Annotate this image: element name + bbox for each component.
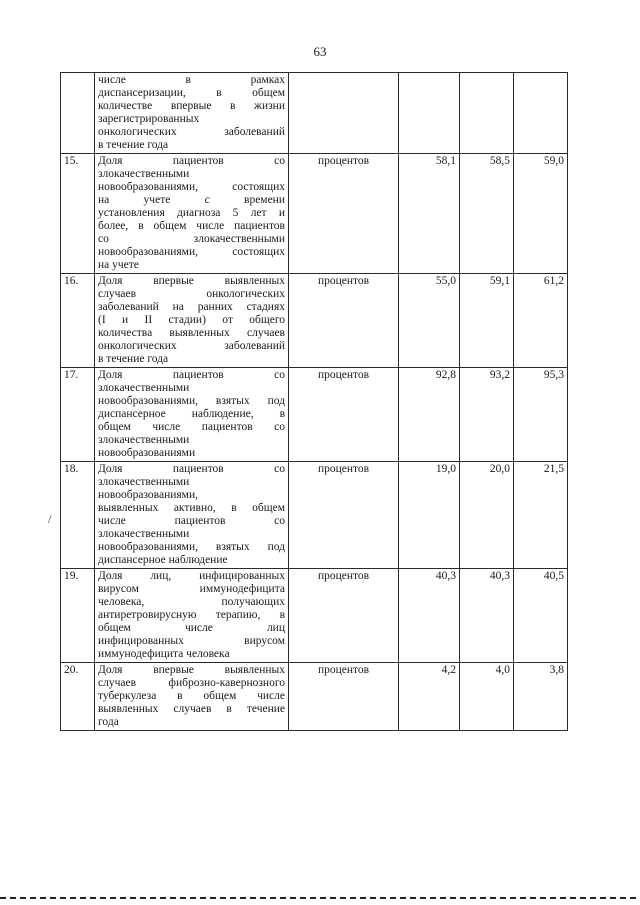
description-line: диспансерное наблюдение xyxy=(98,554,228,566)
row-number: 15. xyxy=(61,154,95,274)
description-line: выявленных случаев в течение xyxy=(98,703,285,715)
indicator-description xyxy=(95,73,289,154)
description-line: новообразованиями, взятых под xyxy=(98,541,285,553)
value-year-2: 58,5 xyxy=(460,154,514,274)
value-year-1: 40,3 xyxy=(399,569,460,663)
margin-mark: / xyxy=(48,512,52,526)
description-line: (I и II стадии) от общего xyxy=(98,314,285,326)
description-line: вирусом иммунодефицита xyxy=(98,583,285,595)
value-year-1: 55,0 xyxy=(399,274,460,368)
value-year-3: 95,3 xyxy=(514,368,568,462)
value-year-3: 61,2 xyxy=(514,274,568,368)
description-line: общем числе пациентов со xyxy=(98,421,285,433)
table-row xyxy=(61,569,568,663)
value-year-3: 40,5 xyxy=(514,569,568,663)
table-row xyxy=(61,368,568,462)
description-line: Доля пациентов со xyxy=(98,155,285,167)
description-line: новообразованиями, xyxy=(98,489,198,501)
description-line: установления диагноза 5 лет и xyxy=(98,207,285,219)
description-line: числе пациентов со xyxy=(98,515,285,527)
value-year-1 xyxy=(399,73,460,154)
description-line: года xyxy=(98,716,119,728)
description-line: злокачественными xyxy=(98,382,190,394)
description-line: более, в общем числе пациентов xyxy=(98,220,285,232)
value-year-3: 3,8 xyxy=(514,663,568,731)
description-line: Доля пациентов со xyxy=(98,369,285,381)
unit-of-measure: процентов xyxy=(289,663,399,731)
unit-of-measure: процентов xyxy=(289,368,399,462)
table-row xyxy=(61,274,568,368)
indicator-description xyxy=(95,368,289,462)
description-line: выявленных активно, в общем xyxy=(98,502,285,514)
unit-of-measure: процентов xyxy=(289,154,399,274)
value-year-1: 4,2 xyxy=(399,663,460,731)
table-row xyxy=(61,73,568,154)
indicator-description xyxy=(95,663,289,731)
value-year-2: 40,3 xyxy=(460,569,514,663)
description-line: диспансеризации, в общем xyxy=(98,87,285,99)
description-line: злокачественными xyxy=(98,434,190,446)
description-line: туберкулеза в общем числе xyxy=(98,690,285,702)
unit-of-measure xyxy=(289,73,399,154)
description-line: на учете xyxy=(98,259,139,271)
description-line: новообразованиями xyxy=(98,447,196,459)
description-line: случаев онкологических xyxy=(98,288,285,300)
description-line: человека, получающих xyxy=(98,596,285,608)
indicator-description xyxy=(95,274,289,368)
value-year-1: 58,1 xyxy=(399,154,460,274)
description-line: новообразованиями, состоящих xyxy=(98,181,285,193)
description-line: инфицированных вирусом xyxy=(98,635,285,647)
indicators-table xyxy=(60,72,568,731)
description-line: заболеваний на ранних стадиях xyxy=(98,301,285,313)
description-line: со злокачественными xyxy=(98,233,285,245)
value-year-1: 19,0 xyxy=(399,462,460,569)
description-line: количества выявленных случаев xyxy=(98,327,285,339)
row-number: 16. xyxy=(61,274,95,368)
description-line: диспансерное наблюдение, в xyxy=(98,408,285,420)
description-line: антиретровирусную терапию, в xyxy=(98,609,285,621)
description-line: числе в рамках xyxy=(98,74,285,86)
description-line: Доля впервые выявленных xyxy=(98,275,285,287)
description-line: в течение года xyxy=(98,139,169,151)
value-year-2: 20,0 xyxy=(460,462,514,569)
table-row xyxy=(61,663,568,731)
description-line: количестве впервые в жизни xyxy=(98,100,285,112)
value-year-2: 93,2 xyxy=(460,368,514,462)
description-line: Доля пациентов со xyxy=(98,463,285,475)
value-year-2: 4,0 xyxy=(460,663,514,731)
description-line: Доля впервые выявленных xyxy=(98,664,285,676)
description-line: злокачественными xyxy=(98,476,190,488)
row-number: 20. xyxy=(61,663,95,731)
page-bottom-border xyxy=(0,897,640,899)
description-line: новообразованиями, взятых под xyxy=(98,395,285,407)
value-year-3: 21,5 xyxy=(514,462,568,569)
description-line: на учете с времени xyxy=(98,194,285,206)
indicator-description xyxy=(95,569,289,663)
description-line: злокачественными xyxy=(98,528,190,540)
value-year-3 xyxy=(514,73,568,154)
value-year-2 xyxy=(460,73,514,154)
unit-of-measure: процентов xyxy=(289,274,399,368)
unit-of-measure: процентов xyxy=(289,569,399,663)
indicator-description xyxy=(95,154,289,274)
row-number: 18. xyxy=(61,462,95,569)
description-line: онкологических заболеваний xyxy=(98,340,285,352)
description-line: онкологических заболеваний xyxy=(98,126,285,138)
description-line: случаев фиброзно-кавернозного xyxy=(98,677,285,689)
value-year-1: 92,8 xyxy=(399,368,460,462)
table-row xyxy=(61,462,568,569)
row-number xyxy=(61,73,95,154)
description-line: зарегистрированных xyxy=(98,113,200,125)
description-line: новообразованиями, состоящих xyxy=(98,246,285,258)
row-number: 19. xyxy=(61,569,95,663)
page-number: 63 xyxy=(313,44,327,59)
table-row xyxy=(61,154,568,274)
description-line: в течение года xyxy=(98,353,169,365)
unit-of-measure: процентов xyxy=(289,462,399,569)
value-year-3: 59,0 xyxy=(514,154,568,274)
description-line: общем числе лиц xyxy=(98,622,285,634)
value-year-2: 59,1 xyxy=(460,274,514,368)
row-number: 17. xyxy=(61,368,95,462)
indicator-description xyxy=(95,462,289,569)
description-line: иммунодефицита человека xyxy=(98,648,230,660)
description-line: Доля лиц, инфицированных xyxy=(98,570,285,582)
description-line: злокачественными xyxy=(98,168,190,180)
